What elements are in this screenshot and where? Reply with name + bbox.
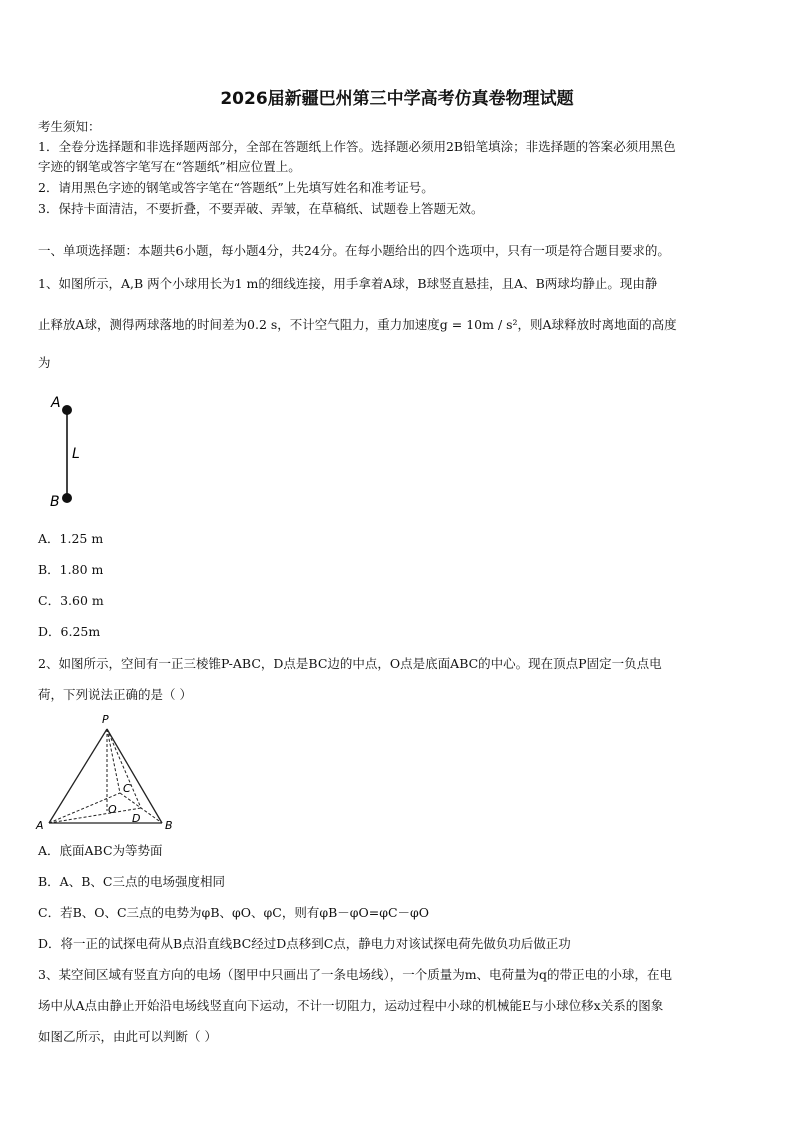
q1-stem-line-1: 1、如图所示，A,B 两个小球用长为1 m的细线连接，用手拿着A球，B球竖直悬挂，且A、B两球均静止。现由静 <box>38 276 658 291</box>
label-c: C <box>123 782 131 795</box>
label-b: B <box>165 819 173 832</box>
ball-a <box>62 405 72 415</box>
q1-figure <box>44 388 104 513</box>
label-b: B <box>50 494 60 510</box>
section-heading: 一、单项选择题：本题共6小题，每小题4分，共24分。在每小题给出的四个选项中，只有一项是符合题目要求的。 <box>38 243 670 258</box>
notice-item-1-cont: 字迹的钢笔或答字笔写在“答题纸”相应位置上。 <box>38 159 301 174</box>
label-d: D <box>132 812 141 825</box>
q3-stem-line-2: 场中从A点由静止开始沿电场线竖直向下运动，不计一切阻力，运动过程中小球的机械能E与小球位移x关系的图象 <box>38 998 664 1013</box>
q1-option-d: D．6.25m <box>38 624 101 639</box>
label-l: L <box>72 446 80 462</box>
ball-b <box>62 493 72 503</box>
segment-ad <box>49 808 141 823</box>
page-title: 2026届新疆巴州第三中学高考仿真卷物理试题 <box>220 89 574 109</box>
q2-option-b: B．A、B、C三点的电场强度相同 <box>38 874 225 889</box>
notice-item-1: 1．全卷分选择题和非选择题两部分，全部在答题纸上作答。选择题必须用2B铅笔填涂；非选择题的答案必须用黑色 <box>38 139 676 154</box>
q2-pyramid-figure <box>34 712 179 834</box>
label-p: P <box>102 713 109 726</box>
label-a: A <box>36 819 44 832</box>
notice-item-2: 2．请用黑色字迹的钢笔或答字笔在“答题纸”上先填写姓名和准考证号。 <box>38 180 434 195</box>
q1-stem-line-2: 止释放A球，测得两球落地的时间差为0.2 s，不计空气阻力，重力加速度g = 10m / s²，则A球释放时离地面的高度 <box>38 317 677 332</box>
q3-stem-line-1: 3、某空间区域有竖直方向的电场（图甲中只画出了一条电场线），一个质量为m、电荷量为q的带正电的小球，在电 <box>38 967 673 982</box>
q3-stem-line-3: 如图乙所示，由此可以判断（ ） <box>38 1029 217 1044</box>
notice-item-3: 3．保持卡面清洁，不要折叠，不要弄破、弄皱，在草稿纸、试题卷上答题无效。 <box>38 201 484 216</box>
q1-option-c: C．3.60 m <box>38 593 104 608</box>
q1-option-b: B．1.80 m <box>38 562 104 577</box>
edge-pc <box>107 729 120 793</box>
q2-stem-line-2: 荷，下列说法正确的是（ ） <box>38 687 192 702</box>
q2-option-d: D．将一正的试探电荷从B点沿直线BC经过D点移到C点，静电力对该试探电荷先做负功后做正功 <box>38 936 571 951</box>
q2-option-a: A．底面ABC为等势面 <box>38 843 163 858</box>
label-a: A <box>51 395 61 411</box>
q1-stem-line-3: 为 <box>38 355 51 370</box>
q2-option-c: C．若B、O、C三点的电势为φB、φO、φC，则有φB－φO=φC－φO <box>38 905 430 920</box>
notice-heading: 考生须知： <box>38 119 101 134</box>
edge-pa <box>49 729 107 823</box>
q2-stem-line-1: 2、如图所示，空间有一正三棱锥P-ABC，D点是BC边的中点，O点是底面ABC的中心。现在顶点P固定一负点电 <box>38 656 662 671</box>
label-o: O <box>108 803 117 816</box>
q1-option-a: A．1.25 m <box>38 531 104 546</box>
